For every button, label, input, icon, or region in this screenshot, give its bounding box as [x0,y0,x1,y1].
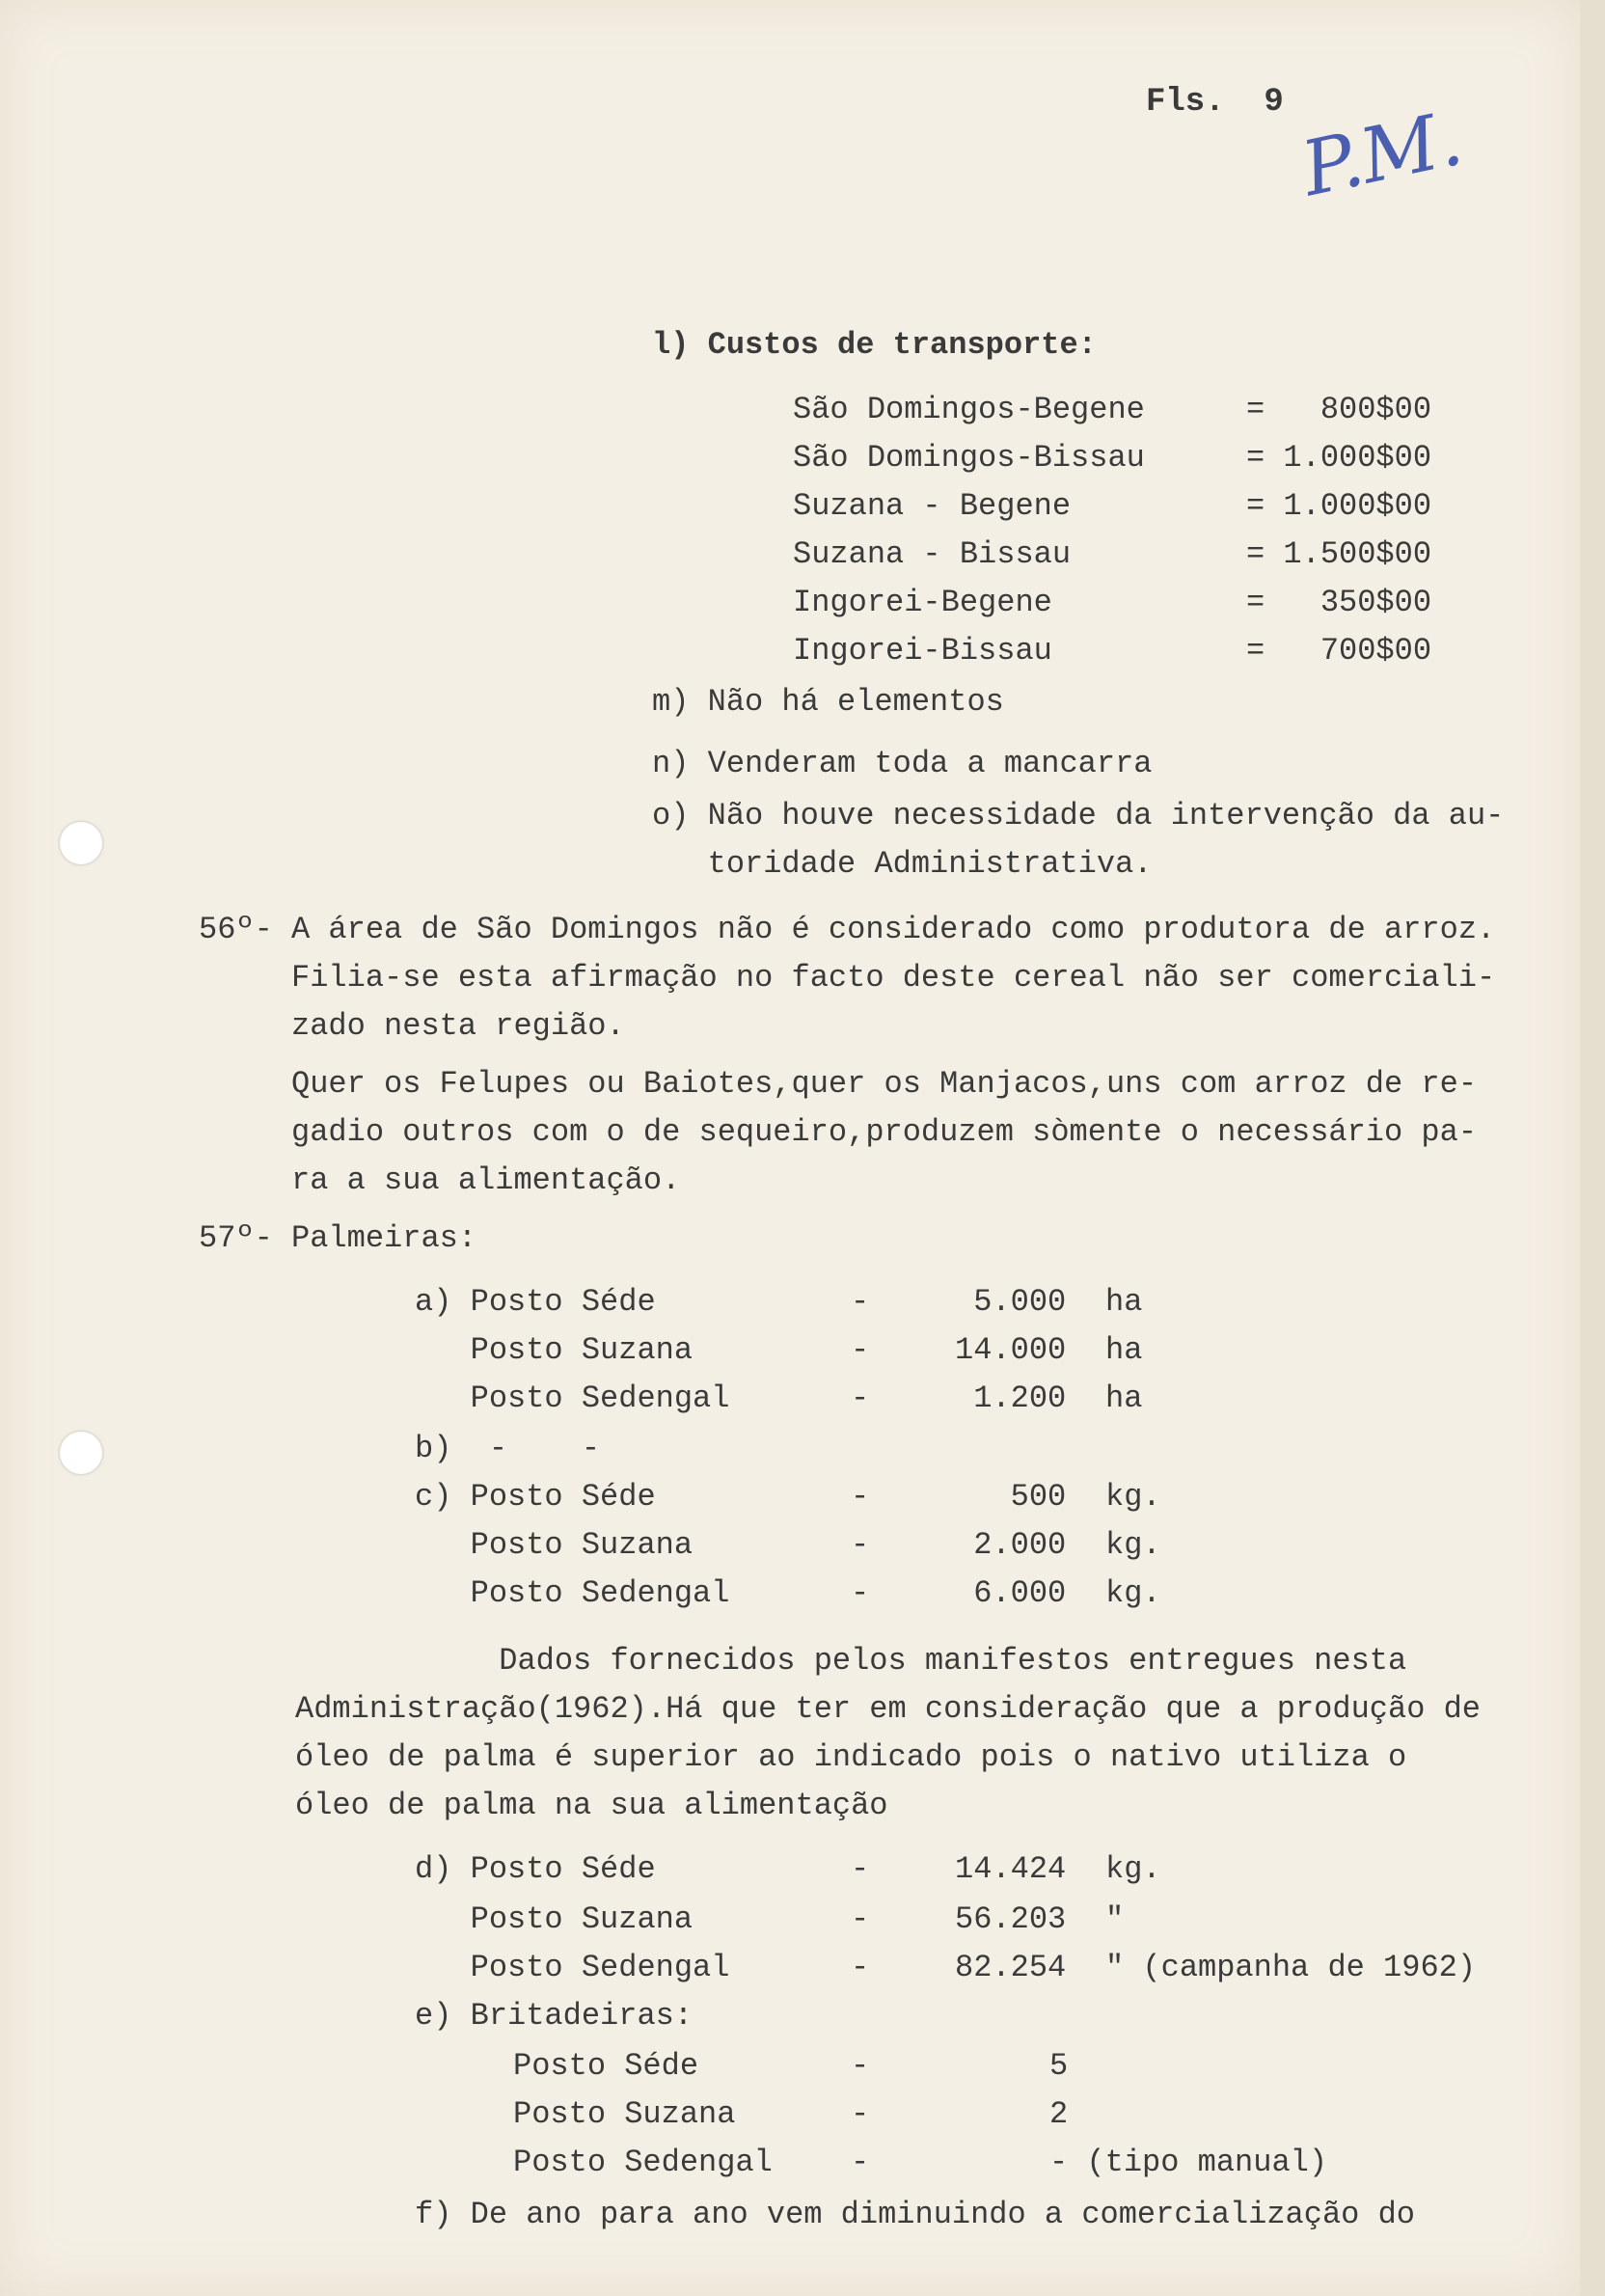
oil-label: Posto Sedengal [415,1950,730,1985]
palm-area-label: a) Posto Séde [415,1284,656,1320]
oil-unit: " (campanha de 1962) [1105,1950,1477,1985]
palm-qty-value: 2.000 [955,1527,1067,1563]
palm-qty-label: Posto Sedengal [415,1575,730,1611]
britadeira-value: - (tipo manual) [1049,2145,1328,2180]
oil-label: d) Posto Séde [415,1851,656,1887]
item-o: o) Não houve necessidade da intervenção da au- [652,798,1505,834]
palm-area-label: Posto Suzana [415,1332,694,1368]
oil-dash: - [851,1851,870,1887]
palm-area-unit: ha [1105,1380,1143,1416]
punch-hole-top [60,822,102,864]
item-o-cont: toridade Administrativa. [652,846,1153,882]
oil-value: 56.203 [955,1901,1067,1937]
page-edge [1580,0,1605,2296]
britadeira-label: Posto Sedengal [513,2145,773,2180]
route-name: São Domingos-Bissau [793,440,1145,476]
section-56-line: ra a sua alimentação. [199,1162,681,1198]
section-56-line: 56º- A área de São Domingos não é considerado como produtora de arroz. [199,912,1496,947]
route-name: Ingorei-Begene [793,585,1052,620]
note-line: Dados fornecidos pelos manifestos entregues nesta [295,1643,1407,1679]
route-cost: = 1.000$00 [1246,488,1432,524]
palm-area-value: 14.000 [955,1332,1067,1368]
section-56-line: Filia-se esta afirmação no facto deste cereal não ser comerciali- [199,960,1496,996]
palm-qty-unit: kg. [1105,1575,1161,1611]
route-name: Suzana - Bissau [793,536,1072,572]
route-name: Ingorei-Bissau [793,633,1052,669]
britadeiras-heading: e) Britadeiras: [415,1998,694,2034]
note-line: Administração(1962).Há que ter em consideração que a produção de [295,1691,1481,1727]
handwritten-initials: P.M. [1294,95,1470,214]
route-cost: = 1.000$00 [1246,440,1432,476]
folio-number: Fls. 9 [1146,84,1284,121]
palm-area-dash: - [851,1332,870,1368]
palm-area-dash: - [851,1284,870,1320]
route-name: Suzana - Begene [793,488,1072,524]
palm-qty-dash: - [851,1479,870,1515]
palm-qty-unit: kg. [1105,1527,1161,1563]
britadeira-dash: - [851,2096,870,2132]
note-line: óleo de palma é superior ao indicado pois o nativo utiliza o [295,1739,1407,1775]
punch-hole-bottom [60,1432,102,1474]
palm-qty-label: c) Posto Séde [415,1479,656,1515]
palm-qty-dash: - [851,1527,870,1563]
palm-area-unit: ha [1105,1284,1143,1320]
britadeira-label: Posto Suzana [513,2096,736,2132]
britadeira-label: Posto Séde [513,2048,699,2084]
palm-area-dash: - [851,1380,870,1416]
section-56-line: Quer os Felupes ou Baiotes,quer os Manjacos,uns com arroz de re- [199,1066,1478,1102]
note-line: óleo de palma na sua alimentação [295,1788,888,1823]
route-cost: = 700$00 [1246,633,1432,669]
palm-area-unit: ha [1105,1332,1143,1368]
oil-value: 82.254 [955,1950,1067,1985]
route-cost: = 800$00 [1246,392,1432,427]
palm-qty-label: Posto Suzana [415,1527,694,1563]
route-cost: = 1.500$00 [1246,536,1432,572]
britadeira-value: 5 [1049,2048,1069,2084]
section-56-line: zado nesta região. [199,1008,625,1044]
transport-heading: l) Custos de transporte: [652,327,1097,363]
item-f: f) De ano para ano vem diminuindo a comercialização do [415,2197,1415,2232]
route-name: São Domingos-Begene [793,392,1145,427]
section-56-line: gadio outros com o de sequeiro,produzem sòmente o necessário pa- [199,1114,1478,1150]
section-57-heading: 57º- Palmeiras: [199,1220,477,1256]
oil-dash: - [851,1901,870,1937]
route-cost: = 350$00 [1246,585,1432,620]
palm-area-value: 1.200 [955,1380,1067,1416]
britadeira-dash: - [851,2048,870,2084]
palm-qty-value: 6.000 [955,1575,1067,1611]
item-b: b) - - [415,1431,601,1466]
palm-qty-unit: kg. [1105,1479,1161,1515]
oil-unit: kg. [1105,1851,1161,1887]
item-m: m) Não há elementos [652,684,1004,720]
palm-area-value: 5.000 [955,1284,1067,1320]
britadeira-dash: - [851,2145,870,2180]
palm-area-label: Posto Sedengal [415,1380,730,1416]
oil-unit: " [1105,1901,1125,1937]
palm-qty-dash: - [851,1575,870,1611]
item-n: n) Venderam toda a mancarra [652,746,1153,781]
britadeira-value: 2 [1049,2096,1069,2132]
oil-dash: - [851,1950,870,1985]
palm-qty-value: 500 [955,1479,1067,1515]
oil-value: 14.424 [955,1851,1067,1887]
oil-label: Posto Suzana [415,1901,694,1937]
